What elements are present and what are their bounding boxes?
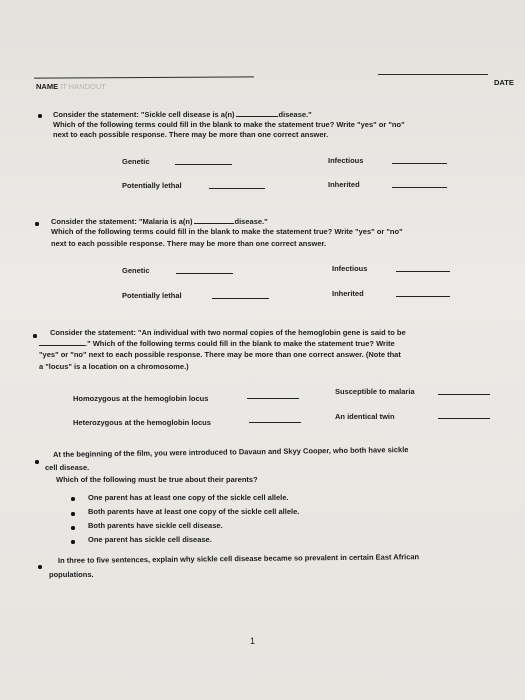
q3-option-susceptible: Susceptible to malaria — [335, 387, 415, 396]
q4-line2: cell disease. — [45, 463, 90, 472]
q2-answer-genetic[interactable] — [176, 273, 233, 274]
q2-answer-inherited[interactable] — [396, 296, 450, 297]
q3-option-heterozygous: Heterozygous at the hemoglobin locus — [73, 418, 211, 427]
q2-line2: Which of the following terms could fill in the blank to make the statement true? Write "yes" or "no" — [51, 227, 403, 236]
q2-answer-lethal[interactable] — [212, 298, 269, 299]
q3-answer-twin[interactable] — [438, 418, 490, 419]
q4-option-4: One parent has sickle cell disease. — [88, 535, 212, 544]
q2-option-genetic: Genetic — [122, 266, 150, 275]
q1-bullet — [38, 114, 42, 118]
q1-option-inherited: Inherited — [328, 180, 360, 189]
q1-answer-infectious[interactable] — [392, 163, 447, 164]
q4-option-1: One parent has at least one copy of the sickle cell allele. — [88, 493, 289, 502]
q2-line3: next to each possible response. There may be more than one correct answer. — [51, 239, 327, 248]
q5-line1: In three to five sentences, explain why sickle cell disease became so prevalent in certain East African — [57, 552, 420, 565]
q1-answer-genetic[interactable] — [175, 164, 232, 165]
date-line — [378, 74, 488, 75]
q3-line1: Consider the statement: "An individual with two normal copies of the hemoglobin gene is said to be — [50, 328, 406, 337]
q3-option-twin: An identical twin — [335, 412, 395, 421]
name-label: NAME IT HANDOUT — [36, 82, 106, 91]
name-line — [34, 76, 254, 78]
name-stamp: IT HANDOUT — [60, 82, 106, 91]
page-number: 1 — [250, 636, 256, 646]
q1-line3: next to each possible response. There may be more than one correct answer. — [53, 130, 329, 139]
q4-line1: At the beginning of the film, you were introduced to Davaun and Skyy Cooper, who both have sickle — [52, 445, 409, 459]
q4-line3: Which of the following must be true about their parents? — [56, 475, 258, 484]
q1-line2: Which of the following terms could fill in the blank to make the statement true? Write "yes" or "no" — [53, 120, 405, 129]
q1-line1: Consider the statement: "Sickle cell disease is a(n) disease." — [53, 110, 312, 119]
q4-option-1-bullet — [71, 497, 75, 501]
q4-bullet — [35, 460, 39, 464]
q3-line2: ." Which of the following terms could fill in the blank to make the statement true? Write — [39, 339, 395, 349]
q2-option-infectious: Infectious — [332, 264, 368, 273]
date-label: DATE — [494, 78, 514, 87]
q4-option-4-bullet — [71, 540, 75, 544]
q3-option-homozygous: Homozygous at the hemoglobin locus — [73, 394, 209, 403]
q4-option-3-bullet — [71, 526, 75, 530]
q1-answer-lethal[interactable] — [209, 188, 265, 189]
q3-line4: a "locus" is a location on a chromosome.) — [39, 362, 189, 371]
q3-answer-susceptible[interactable] — [438, 394, 490, 395]
q2-option-inherited: Inherited — [332, 289, 364, 298]
q4-option-3: Both parents have sickle cell disease. — [88, 521, 223, 530]
q1-answer-inherited[interactable] — [392, 187, 447, 188]
q3-bullet — [33, 334, 37, 338]
q2-bullet — [35, 222, 39, 226]
q5-line2: populations. — [49, 570, 94, 579]
q3-answer-heterozygous[interactable] — [249, 422, 301, 423]
q2-answer-infectious[interactable] — [396, 271, 450, 272]
q5-bullet — [38, 565, 42, 569]
q1-option-genetic: Genetic — [122, 157, 150, 166]
q4-option-2-bullet — [71, 512, 75, 516]
q2-line1: Consider the statement: "Malaria is a(n) disease." — [51, 217, 268, 226]
q4-option-2: Both parents have at least one copy of the sickle cell allele. — [88, 507, 300, 516]
q1-option-infectious: Infectious — [328, 156, 364, 165]
q1-option-lethal: Potentially lethal — [122, 181, 182, 190]
q2-option-lethal: Potentially lethal — [122, 291, 182, 300]
q3-answer-homozygous[interactable] — [247, 398, 299, 399]
q3-line3: "yes" or "no" next to each possible response. There may be more than one correct answer. (Note that — [39, 350, 401, 359]
